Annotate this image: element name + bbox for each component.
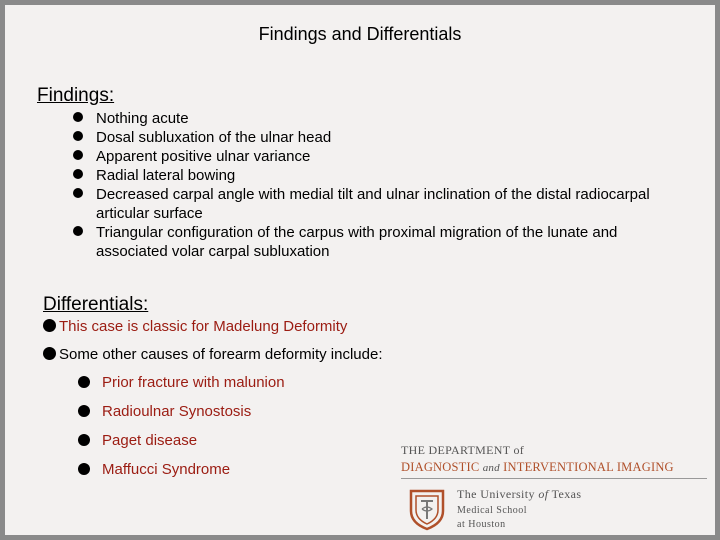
- findings-heading: Findings:: [37, 85, 115, 106]
- list-item: [78, 460, 285, 489]
- bullet-icon: [73, 131, 83, 141]
- university-of: of: [538, 487, 549, 501]
- medical-school-name: Medical School: [457, 505, 528, 516]
- differential-intro: [43, 345, 382, 364]
- cause-text: Maffucci Syndrome: [102, 461, 231, 478]
- list-item: [78, 431, 285, 460]
- list-item: [78, 373, 285, 402]
- bullet-icon: [73, 112, 83, 122]
- cause-text: Radioulnar Synostosis: [102, 403, 252, 420]
- department-prefix: THE DEPARTMENT of: [401, 443, 525, 457]
- bullet-icon: [78, 376, 90, 388]
- department-name-b: INTERVENTIONAL IMAGING: [503, 460, 674, 474]
- list-item: [73, 147, 693, 166]
- finding-text: Nothing acute: [96, 110, 189, 127]
- department-name: [401, 460, 674, 475]
- finding-text: Dosal subluxation of the ulnar head: [96, 129, 332, 146]
- finding-text: Triangular configuration of the carpus with proximal migration of the lunate and associated volar carpal subluxation: [96, 224, 618, 260]
- cause-text: Prior fracture with malunion: [102, 374, 285, 391]
- university-name-a: The University: [457, 487, 535, 501]
- finding-text: Radial lateral bowing: [96, 167, 236, 184]
- department-logo: [401, 443, 711, 533]
- bullet-icon: [78, 405, 90, 417]
- differentials-heading: Differentials:: [43, 294, 149, 315]
- list-item: [78, 402, 285, 431]
- university-name: [457, 487, 581, 502]
- bullet-icon: [73, 188, 83, 198]
- school-location: at Houston: [457, 519, 506, 530]
- slide-title: Findings and Differentials: [258, 24, 462, 44]
- bullet-icon: [78, 463, 90, 475]
- university-name-block: [457, 487, 581, 530]
- differential-primary-text: This case is classic for Madelung Deformity: [59, 318, 348, 335]
- bullet-icon: [78, 434, 90, 446]
- department-and: and: [482, 462, 500, 474]
- bullet-icon: [73, 226, 83, 236]
- finding-text: Decreased carpal angle with medial tilt and ulnar inclination of the distal radiocarpal articular surface: [96, 186, 650, 222]
- finding-text: Apparent positive ulnar variance: [96, 148, 311, 165]
- logo-divider: [401, 478, 707, 479]
- bullet-icon: [73, 169, 83, 179]
- list-item: [73, 128, 693, 147]
- bullet-icon: [43, 319, 56, 332]
- bullet-icon: [73, 150, 83, 160]
- list-item: [73, 185, 693, 223]
- differential-intro-text: Some other causes of forearm deformity include:: [59, 346, 383, 363]
- list-item: [73, 166, 693, 185]
- differential-primary: [43, 317, 347, 336]
- differential-causes-list: [78, 373, 285, 489]
- cause-text: Paget disease: [102, 432, 198, 449]
- list-item: [73, 223, 693, 261]
- university-name-b: Texas: [551, 487, 582, 501]
- findings-list: [73, 109, 693, 261]
- slide: [5, 5, 715, 535]
- bullet-icon: [43, 347, 56, 360]
- department-name-a: DIAGNOSTIC: [401, 460, 480, 474]
- university-seal-icon: [407, 487, 447, 531]
- list-item: [73, 109, 693, 128]
